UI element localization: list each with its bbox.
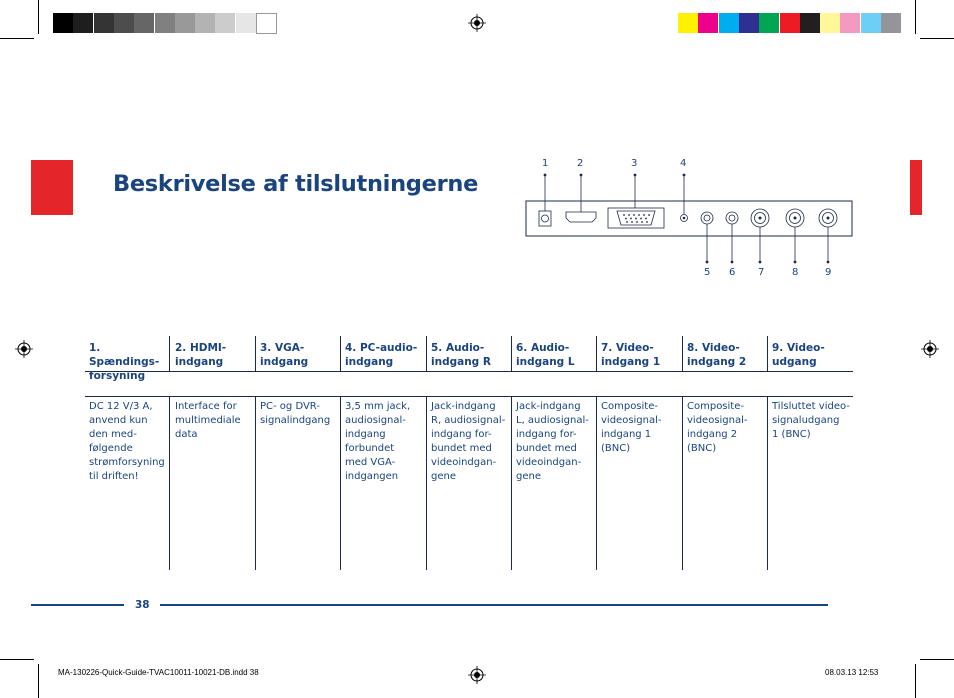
table-body-cell: [516, 400, 596, 484]
registration-mark-icon: [921, 340, 939, 358]
table-column-divider: [767, 336, 768, 371]
header-line: 9. Video-: [772, 342, 825, 354]
color-swatch: [698, 13, 718, 33]
color-swatch: [861, 13, 881, 33]
body-line: Jack-indgang: [431, 401, 496, 412]
body-line: med VGA-: [345, 457, 396, 468]
table-column-divider: [682, 396, 683, 570]
header-line: udgang: [772, 356, 817, 368]
header-line: 3. VGA-: [260, 342, 305, 354]
table-body-cell: [89, 400, 169, 484]
body-line: L, audiosignal-: [516, 415, 589, 426]
header-line: forsyning: [89, 370, 146, 382]
table-body-cell: [772, 400, 852, 442]
page-number: 38: [135, 599, 150, 611]
connector-panel-diagram: [520, 170, 860, 266]
table-header-cell: [175, 341, 255, 369]
table-column-divider: [169, 336, 170, 371]
header-line: indgang: [260, 356, 309, 368]
body-line: PC- og DVR-: [260, 401, 320, 412]
table-body-cell: [260, 400, 340, 428]
crop-mark: [38, 664, 39, 698]
table-column-divider: [255, 336, 256, 371]
body-line: data: [175, 429, 198, 440]
body-line: multimediale: [175, 415, 241, 426]
body-line: bundet med: [516, 443, 577, 454]
table-body-rule: [85, 396, 853, 397]
header-line: 8. Video-: [687, 342, 740, 354]
registration-mark-icon: [468, 666, 486, 684]
red-section-tab: [31, 160, 73, 215]
body-line: Tilsluttet video-: [772, 401, 850, 412]
color-swatch: [678, 13, 698, 33]
body-line: bundet med: [431, 443, 492, 454]
diagram-label: 5: [704, 267, 711, 278]
crop-mark: [915, 664, 916, 698]
diagram-label: 3: [631, 158, 638, 169]
header-line: indgang: [345, 356, 394, 368]
color-swatch: [881, 13, 901, 33]
table-column-divider: [596, 396, 597, 570]
table-header-cell: [345, 341, 425, 369]
table-column-divider: [255, 396, 256, 570]
body-line: følgende: [89, 443, 133, 454]
crop-mark: [0, 659, 34, 660]
table-body-cell: [431, 400, 511, 484]
body-line: 3,5 mm jack,: [345, 401, 411, 412]
crop-mark: [920, 38, 954, 39]
registration-mark-icon: [468, 14, 486, 32]
color-swatch: [820, 13, 840, 33]
color-swatch: [215, 13, 235, 33]
header-line: 6. Audio-: [516, 342, 570, 354]
table-column-divider: [596, 336, 597, 371]
body-line: videosignal-: [601, 415, 662, 426]
body-line: indgang 1 (BNC): [601, 429, 652, 454]
header-line: indgang L: [516, 356, 575, 368]
color-swatch: [759, 13, 779, 33]
header-line: indgang: [175, 356, 224, 368]
header-line: indgang R: [431, 356, 491, 368]
color-swatch: [800, 13, 820, 33]
table-column-divider: [511, 336, 512, 371]
header-line: indgang 1: [601, 356, 661, 368]
table-body-cell: [601, 400, 681, 456]
table-header-cell: [431, 341, 511, 369]
body-line: den med-: [89, 429, 137, 440]
color-swatch: [134, 13, 154, 33]
diagram-label: 2: [577, 158, 584, 169]
color-swatch: [719, 13, 739, 33]
color-swatch: [175, 13, 195, 33]
color-swatch: [780, 13, 800, 33]
table-column-divider: [340, 336, 341, 371]
header-line: 1. Spændings-: [89, 342, 160, 368]
diagram-label: 9: [825, 267, 832, 278]
body-line: gene: [431, 471, 456, 482]
body-line: R, audiosignal-: [431, 415, 506, 426]
table-header-cell: [772, 341, 852, 369]
body-line: indgang 2 (BNC): [687, 429, 738, 454]
body-line: strømforsyning: [89, 457, 165, 468]
table-column-divider: [511, 396, 512, 570]
color-swatch: [94, 13, 114, 33]
table-header-cell: [601, 341, 681, 369]
body-line: videosignal-: [687, 415, 748, 426]
table-body-cell: [175, 400, 255, 442]
table-header-cell: [687, 341, 767, 369]
body-line: forbundet: [345, 443, 395, 454]
body-line: til driften!: [89, 471, 139, 482]
body-line: indgang: [345, 429, 386, 440]
header-line: 2. HDMI-: [175, 342, 227, 354]
body-line: gene: [516, 471, 541, 482]
footer-rule: [31, 604, 124, 606]
table-body-cell: [687, 400, 767, 456]
crop-mark: [38, 0, 39, 34]
color-swatch: [236, 13, 256, 33]
red-section-tab: [910, 160, 922, 215]
body-line: videoindgan-: [431, 457, 497, 468]
color-swatch: [256, 13, 277, 34]
table-header-cell: [516, 341, 596, 369]
color-swatch: [155, 13, 175, 33]
header-line: indgang 2: [687, 356, 747, 368]
body-line: indgang for-: [516, 429, 577, 440]
table-header-rule: [85, 371, 853, 372]
body-line: 1 (BNC): [772, 429, 811, 440]
diagram-label: 7: [758, 267, 765, 278]
body-line: videoindgan-: [516, 457, 582, 468]
diagram-label: 8: [792, 267, 799, 278]
table-body-cell: [345, 400, 425, 484]
body-line: signaludgang: [772, 415, 840, 426]
body-line: Interface for: [175, 401, 237, 412]
crop-mark: [915, 0, 916, 34]
body-line: DC 12 V/3 A,: [89, 401, 153, 412]
table-column-divider: [340, 396, 341, 570]
print-timestamp: 08.03.13 12:53: [825, 668, 879, 677]
color-swatch: [840, 13, 860, 33]
body-line: Composite-: [601, 401, 658, 412]
body-line: Jack-indgang: [516, 401, 581, 412]
header-line: 4. PC-audio-: [345, 342, 418, 354]
color-swatch: [739, 13, 759, 33]
table-column-divider: [426, 396, 427, 570]
crop-mark: [0, 38, 34, 39]
body-line: signalindgang: [260, 415, 331, 426]
crop-mark: [920, 659, 954, 660]
table-column-divider: [767, 396, 768, 570]
table-column-divider: [682, 336, 683, 371]
diagram-label: 4: [680, 158, 687, 169]
registration-mark-icon: [15, 340, 33, 358]
print-filename: MA-130226-Quick-Guide-TVAC10011-10021-DB.indd 38: [58, 668, 259, 677]
color-swatch: [195, 13, 215, 33]
body-line: Composite-: [687, 401, 744, 412]
diagram-label: 1: [542, 158, 549, 169]
color-swatch: [53, 13, 73, 33]
page-title: Beskrivelse af tilslutningerne: [113, 171, 479, 197]
body-line: indgangen: [345, 471, 399, 482]
diagram-label: 6: [729, 267, 736, 278]
body-line: indgang for-: [431, 429, 492, 440]
table-column-divider: [169, 396, 170, 570]
header-line: 7. Video-: [601, 342, 654, 354]
footer-rule: [160, 604, 828, 606]
table-column-divider: [426, 336, 427, 371]
table-header-cell: [89, 341, 169, 383]
body-line: audiosignal-: [345, 415, 406, 426]
color-swatch: [114, 13, 134, 33]
table-header-cell: [260, 341, 340, 369]
header-line: 5. Audio-: [431, 342, 485, 354]
color-swatch: [73, 13, 93, 33]
body-line: anvend kun: [89, 415, 148, 426]
